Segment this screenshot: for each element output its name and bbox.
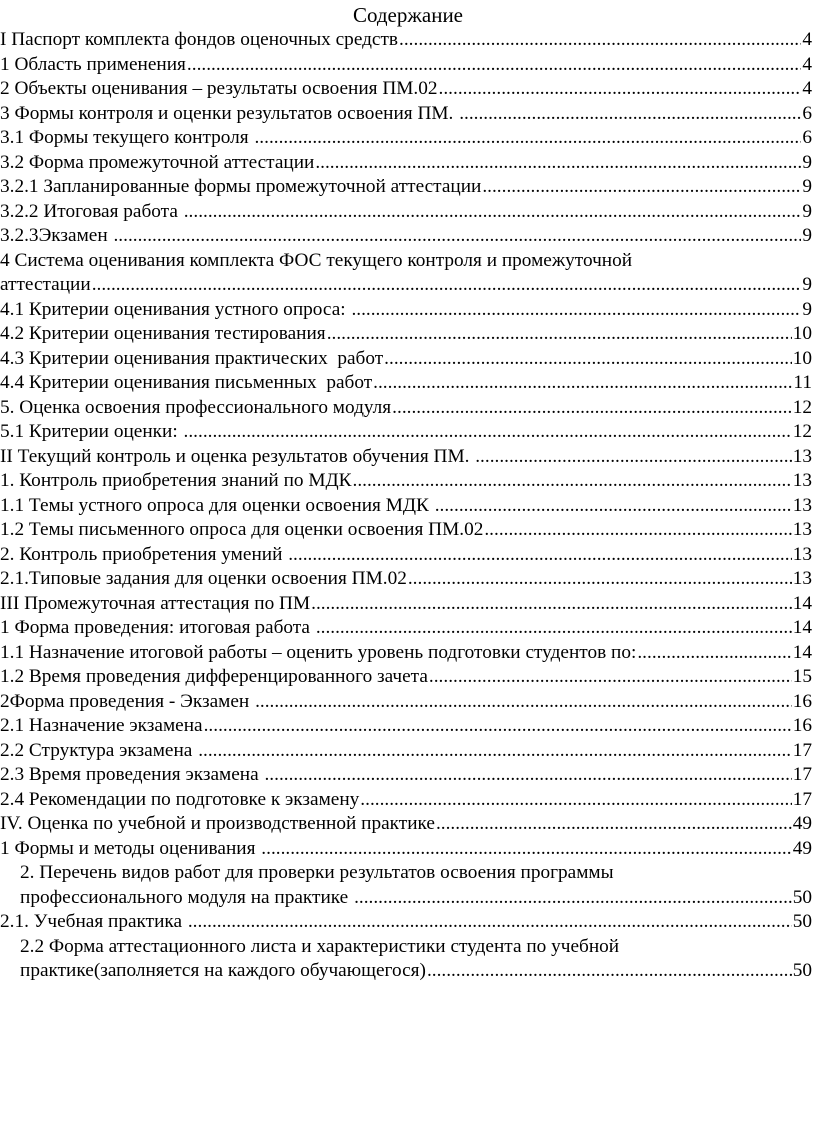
toc-entry-text: I Паспорт комплекта фондов оценочных средств <box>0 29 399 50</box>
toc-entry-text: 1.1 Темы устного опроса для оценки освоения МДК <box>0 494 434 516</box>
toc-entry-text: 3 Формы контроля и оценки результатов освоения ПМ. <box>0 102 459 124</box>
toc-entry[interactable] <box>0 200 816 225</box>
toc-page-number: 9 <box>802 274 812 295</box>
toc-entry-text: 4.1 Критерии оценивания устного опроса: <box>0 298 351 320</box>
leader-dots <box>429 665 792 690</box>
toc-page-number: 15 <box>792 666 812 687</box>
toc-page-number: 50 <box>792 911 812 932</box>
toc-entry[interactable] <box>0 77 816 102</box>
leader-dots <box>435 494 792 519</box>
toc-page-number: 10 <box>792 323 812 344</box>
toc-entry-text: 4.3 Критерии оценивания практических работ <box>0 347 384 369</box>
toc-entry-text: 4.4 Критерии оценивания письменных работ <box>0 372 373 393</box>
toc-entry[interactable] <box>0 788 816 813</box>
toc-page-number: 49 <box>792 813 812 834</box>
leader-dots <box>351 298 801 323</box>
toc-page-number: 50 <box>792 960 812 981</box>
toc-entry[interactable] <box>0 812 816 837</box>
toc-entry-text: 4 Система оценивания комплекта ФОС текущего контроля и промежуточной <box>0 249 633 271</box>
toc-page-number: 9 <box>802 200 812 222</box>
toc-entry-text: II Текущий контроль и оценка результатов обучения ПМ. <box>0 445 475 467</box>
toc-entry-text: 1.2 Темы письменного опроса для оценки освоения ПМ.02 <box>0 519 484 540</box>
leader-dots <box>184 420 792 445</box>
toc-title: Содержание <box>352 3 464 27</box>
toc-entry[interactable] <box>0 396 816 421</box>
toc-page-number: 6 <box>802 127 812 148</box>
leader-dots <box>188 910 792 935</box>
leader-dots <box>315 151 801 176</box>
toc-page-number: 16 <box>792 690 812 712</box>
leader-dots <box>327 322 792 347</box>
toc-page-number: 14 <box>792 641 812 663</box>
leader-dots <box>92 273 802 298</box>
toc-entry-text: 1.1 Назначение итоговой работы – оценить уровень подготовки студентов по: <box>0 641 637 663</box>
toc-page-number: 14 <box>792 617 812 638</box>
leader-dots <box>204 714 792 739</box>
toc-entry-text: 2.1.Типовые задания для оценки освоения ПМ.02 <box>0 568 407 589</box>
toc-entry[interactable] <box>0 714 816 739</box>
toc-entry[interactable] <box>0 518 816 543</box>
toc-entry[interactable] <box>0 175 816 200</box>
toc-entry-text: 1. Контроль приобретения знаний по МДК <box>0 470 352 491</box>
toc-entry[interactable] <box>0 249 816 298</box>
leader-dots <box>637 641 791 666</box>
toc-entry-text: 2.3 Время проведения экзамена <box>0 764 264 785</box>
leader-dots <box>399 28 801 53</box>
toc-entry-text: IV. Оценка по учебной и производственной практике <box>0 813 435 834</box>
toc-page-number: 10 <box>792 347 812 369</box>
toc-entry[interactable] <box>0 763 816 788</box>
toc-page-number: 4 <box>802 29 812 50</box>
toc-entry[interactable] <box>0 28 816 53</box>
leader-dots <box>184 200 802 225</box>
toc-entry-text: 2. Контроль приобретения умений <box>0 543 288 565</box>
leader-dots <box>264 763 791 788</box>
leader-dots <box>384 347 792 372</box>
toc-entry[interactable] <box>0 567 816 592</box>
leader-dots <box>316 616 792 641</box>
leader-dots <box>439 77 802 102</box>
leader-dots <box>254 126 801 151</box>
toc-entry-text: 2.4 Рекомендации по подготовке к экзамену <box>0 788 360 810</box>
toc-page-number: 13 <box>792 543 812 565</box>
toc-entry-text: III Промежуточная аттестация по ПМ <box>0 592 311 614</box>
toc-page-number: 13 <box>792 568 812 589</box>
toc-entry[interactable] <box>0 445 816 470</box>
toc-entry-text: 2.2 Форма аттестационного листа и характеристики студента по учебной <box>20 935 620 957</box>
toc-entry[interactable] <box>0 910 816 935</box>
leader-dots <box>187 53 801 78</box>
toc-page-number: 13 <box>792 445 812 467</box>
toc-entry-text-cont: аттестации <box>0 274 91 295</box>
toc-entry[interactable] <box>0 494 816 519</box>
leader-dots <box>459 102 801 127</box>
toc-entry-text: 1 Формы и методы оценивания <box>0 837 261 859</box>
toc-entry[interactable] <box>0 151 816 176</box>
leader-dots <box>261 837 791 862</box>
toc-page-number: 12 <box>792 396 812 418</box>
leader-dots <box>311 592 792 617</box>
toc-page-number: 12 <box>792 421 812 442</box>
toc-page-number: 13 <box>792 494 812 516</box>
toc-entry[interactable] <box>0 102 816 127</box>
toc-entry-text: 3.2.2 Итоговая работа <box>0 200 183 222</box>
toc-page-number: 16 <box>792 715 812 736</box>
toc-entry-text: 3.1 Формы текущего контроля <box>0 127 254 148</box>
toc-entry[interactable] <box>0 690 816 715</box>
toc-page-number: 9 <box>802 298 812 320</box>
toc-entry-text: 1.2 Время проведения дифференцированного зачета <box>0 666 428 687</box>
leader-dots <box>408 567 792 592</box>
toc-page-number: 9 <box>802 225 812 246</box>
toc-entry[interactable] <box>0 641 816 666</box>
toc-entry[interactable] <box>0 861 816 910</box>
toc-entry-text: 2.2 Структура экзамена <box>0 739 198 761</box>
toc-entry-text: 2Форма проведения - Экзамен <box>0 690 255 712</box>
toc-page-number: 4 <box>802 78 812 99</box>
toc-entry-text: 2. Перечень видов работ для проверки результатов освоения программы <box>20 862 614 883</box>
leader-dots <box>436 812 792 837</box>
toc-page-number: 17 <box>792 764 812 785</box>
leader-dots <box>482 175 801 200</box>
toc-entry-text-cont: практике(заполняется на каждого обучающегося) <box>20 960 426 981</box>
toc-entry-text: 5.1 Критерии оценки: <box>0 421 183 442</box>
toc-entry[interactable] <box>0 224 816 249</box>
toc-page-number: 17 <box>792 739 812 761</box>
toc-entry-text-cont: профессионального модуля на практике <box>20 886 354 908</box>
toc-entry[interactable] <box>0 935 816 984</box>
toc-entry-text: 4.2 Критерии оценивания тестирования <box>0 323 326 344</box>
toc-entry[interactable] <box>0 739 816 764</box>
toc-entry-text: 3.2.3Экзамен <box>0 225 113 246</box>
leader-dots <box>427 959 792 984</box>
leader-dots <box>373 371 792 396</box>
toc-entry-text: 5. Оценка освоения профессионального модуля <box>0 396 392 418</box>
leader-dots <box>392 396 792 421</box>
leader-dots <box>113 224 801 249</box>
toc-entry[interactable] <box>0 592 816 617</box>
leader-dots <box>198 739 792 764</box>
leader-dots <box>353 469 792 494</box>
toc-entry[interactable] <box>0 616 816 641</box>
toc-entry[interactable] <box>0 371 816 396</box>
leader-dots <box>354 886 792 911</box>
toc-entry[interactable] <box>0 543 816 568</box>
toc-entry-text: 3.2.1 Запланированные формы промежуточной аттестации <box>0 176 482 197</box>
toc-page-number: 4 <box>802 53 812 75</box>
toc-page-number: 17 <box>792 788 812 810</box>
leader-dots <box>360 788 791 813</box>
toc-list <box>0 28 816 984</box>
toc-entry-text: 1 Форма проведения: итоговая работа <box>0 617 315 638</box>
toc-entry[interactable] <box>0 347 816 372</box>
leader-dots <box>484 518 791 543</box>
toc-entry-text: 2.1. Учебная практика <box>0 911 187 932</box>
leader-dots <box>288 543 791 568</box>
leader-dots <box>255 690 792 715</box>
toc-entry[interactable] <box>0 298 816 323</box>
toc-entry[interactable] <box>0 469 816 494</box>
toc-entry-text: 1 Область применения <box>0 53 186 75</box>
toc-entry[interactable] <box>0 665 816 690</box>
toc-page-number: 13 <box>792 519 812 540</box>
toc-page-number: 13 <box>792 470 812 491</box>
toc-entry[interactable] <box>0 126 816 151</box>
toc-entry[interactable] <box>0 837 816 862</box>
toc-page-number: 50 <box>792 886 812 908</box>
toc-page-number: 11 <box>793 372 812 393</box>
toc-entry[interactable] <box>0 322 816 347</box>
toc-entry-text: 2.1 Назначение экзамена <box>0 715 203 736</box>
toc-page-number: 14 <box>792 592 812 614</box>
toc-page-number: 6 <box>802 102 812 124</box>
toc-entry-text: 3.2 Форма промежуточной аттестации <box>0 151 315 173</box>
toc-page-number: 49 <box>792 837 812 859</box>
leader-dots <box>475 445 791 470</box>
toc-entry-text: 2 Объекты оценивания – результаты освоения ПМ.02 <box>0 78 438 99</box>
toc-page-number: 9 <box>802 151 812 173</box>
toc-page-number: 9 <box>802 176 812 197</box>
toc-entry[interactable] <box>0 420 816 445</box>
toc-entry[interactable] <box>0 53 816 78</box>
